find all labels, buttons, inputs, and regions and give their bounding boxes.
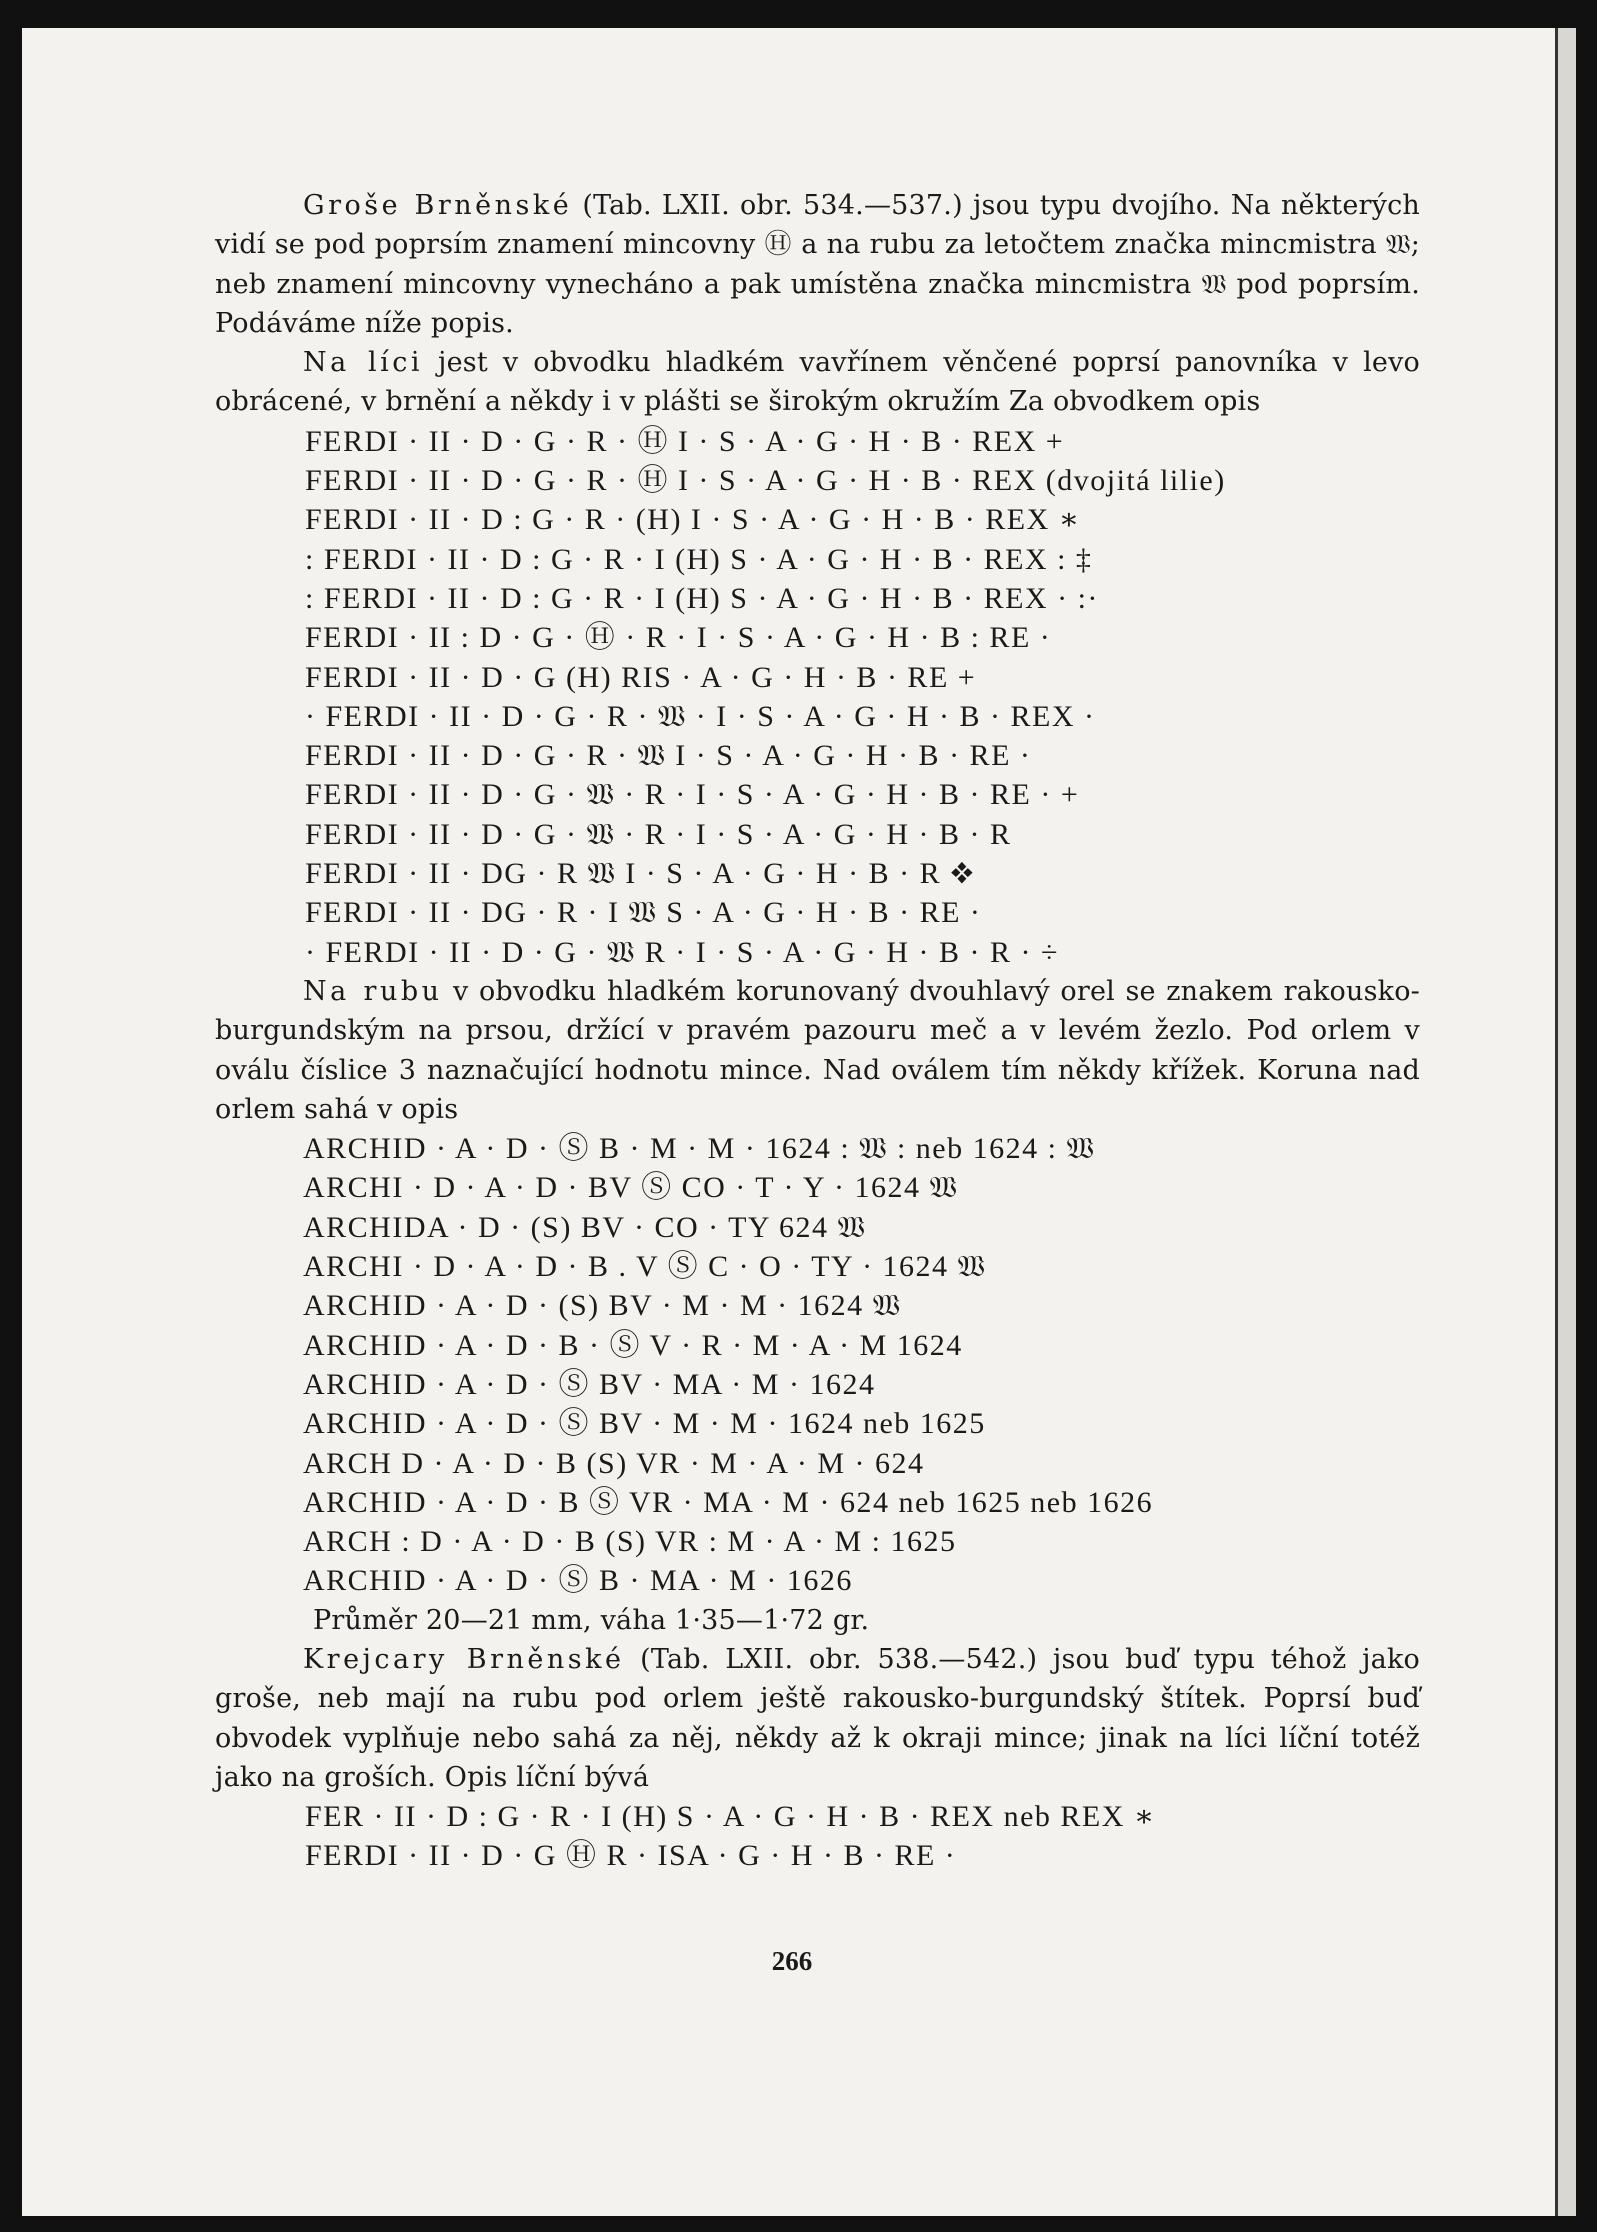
legend-line: ARCHID · A · D · (S) BV · M · M · 1624 𝔚 — [303, 1289, 902, 1323]
legend-line: FERDI · II · DG · R · I 𝔚 S · A · G · H · B · RE · — [305, 896, 982, 930]
kreuzer-legend-list — [215, 1797, 1420, 1876]
paragraph-obverse — [215, 343, 1420, 422]
paragraph-text: (Tab. LXII. obr. 538.—542.) jsou buď typu téhož jako groše, neb mají na rubu pod orlem ještě rakousko-burgundský štítek. Poprsí buď obvodek vyplňuje nebo sahá za něj, někdy až k okraji mince; jinak na líci líční totéž jako na groších. Opis líční bývá — [215, 1643, 1420, 1793]
legend-line: FERDI · II · D · G · 𝔚 · R · I · S · A · G · H · B · R — [305, 817, 1012, 851]
legend-line: ARCHID · A · D · B · Ⓢ V · R · M · A · M 1624 — [303, 1328, 963, 1362]
legend-line: ARCHIDA · D · (S) BV · CO · TY 624 𝔚 — [303, 1210, 867, 1244]
heading-na-lici: Na líci — [303, 347, 424, 379]
legend-line: FERDI · II : D · G · Ⓗ · R · I · S · A · G · H · B : RE · — [305, 621, 1052, 655]
binding-edge — [1555, 28, 1576, 2216]
legend-line: FERDI · II · D · G (H) RIS · A · G · H · B · RE + — [305, 660, 977, 694]
obverse-legend-list — [215, 422, 1420, 972]
paragraph-groschen-intro — [215, 186, 1420, 343]
paragraph-kreuzer — [215, 1640, 1420, 1797]
legend-line: FERDI · II · D · G · R · Ⓗ I · S · A · G · H · B · REX (dvojitá lilie) — [305, 464, 1226, 498]
page-number: 266 — [771, 1946, 813, 1976]
legend-line: ARCHID · A · D · Ⓢ B · MA · M · 1626 — [303, 1564, 853, 1598]
legend-line: FERDI · II · D : G · R · (H) I · S · A · G · H · B · REX ∗ — [305, 503, 1081, 537]
legend-line: ARCHID · A · D · B Ⓢ VR · MA · M · 624 neb 1625 neb 1626 — [303, 1485, 1154, 1519]
legend-line: : FERDI · II · D : G · R · I (H) S · A · G · H · B · REX · :· — [305, 581, 1099, 615]
reverse-legend-list — [215, 1129, 1420, 1601]
legend-line: ARCHI · D · A · D · B . V Ⓢ C · O · TY · 1624 𝔚 — [303, 1250, 987, 1284]
page-body — [215, 186, 1420, 1876]
legend-line: ARCHID · A · D · Ⓢ BV · MA · M · 1624 — [303, 1367, 876, 1401]
legend-line: FERDI · II · D · G · R · Ⓗ I · S · A · G · H · B · REX + — [305, 424, 1065, 458]
legend-line: FER · II · D : G · R · I (H) S · A · G · H · B · REX neb REX ∗ — [305, 1800, 1156, 1834]
legend-line: ARCHI · D · A · D · BV Ⓢ CO · T · Y · 1624 𝔚 — [303, 1171, 959, 1205]
legend-line: ARCH : D · A · D · B (S) VR : M · A · M : 1625 — [303, 1525, 957, 1559]
paragraph-text: (Tab. LXII. obr. 534.—537.) jsou typu dvojího. Na některých vidí se pod poprsím znamení mincovny Ⓗ a na rubu za letočtem značka mincmistra 𝔚; neb znamení mincovny vynecháno a pak umístěna značka mincmistra 𝔚 pod poprsím. Podáváme níže popis. — [215, 190, 1420, 339]
legend-line: ARCHID · A · D · Ⓢ BV · M · M · 1624 neb 1625 — [303, 1407, 986, 1441]
measurements: Průměr 20—21 mm, váha 1·35—1·72 gr. — [313, 1604, 870, 1636]
book-page — [22, 28, 1562, 2216]
heading-grose-brnenske: Groše Brněnské — [303, 190, 573, 221]
legend-line: · FERDI · II · D · G · R · 𝔚 · I · S · A · G · H · B · REX · — [305, 699, 1096, 733]
heading-na-rubu: Na rubu — [303, 975, 443, 1007]
legend-line: ARCH D · A · D · B (S) VR · M · A · M · 624 — [303, 1446, 925, 1480]
legend-line: : FERDI · II · D : G · R · I (H) S · A · G · H · B · REX : ‡ — [305, 542, 1093, 576]
legend-line: · FERDI · II · D · G · 𝔚 R · I · S · A · G · H · B · R · ÷ — [305, 935, 1060, 969]
heading-krejcary-brnenske: Krejcary Brněnské — [303, 1643, 625, 1675]
paragraph-text: v obvodku hladkém korunovaný dvouhlavý orel se znakem rakousko-burgundským na prsou, držící v pravém pazouru meč a v levém žezlo. Pod orlem v oválu číslice 3 naznačující hodnotu mince. Nad oválem tím někdy křížek. Koruna nad orlem sahá v opis — [215, 975, 1420, 1125]
legend-line: FERDI · II · D · G · R · 𝔚 I · S · A · G · H · B · RE · — [305, 739, 1032, 773]
paragraph-reverse — [215, 972, 1420, 1129]
legend-line: ARCHID · A · D · Ⓢ B · M · M · 1624 : 𝔚 : neb 1624 : 𝔚 — [303, 1132, 1096, 1166]
legend-line: FERDI · II · D · G Ⓗ R · ISA · G · H · B · RE · — [305, 1839, 957, 1873]
legend-line: FERDI · II · D · G · 𝔚 · R · I · S · A · G · H · B · RE · + — [305, 778, 1080, 812]
legend-line: FERDI · II · DG · R 𝔚 I · S · A · G · H · B · R ❖ — [305, 857, 976, 891]
paragraph-text: jest v obvodku hladkém vavřínem věnčené poprsí panovníka v levo obrácené, v brnění a někdy i v plášti se širokým okružím Za obvodkem opis — [215, 347, 1420, 418]
